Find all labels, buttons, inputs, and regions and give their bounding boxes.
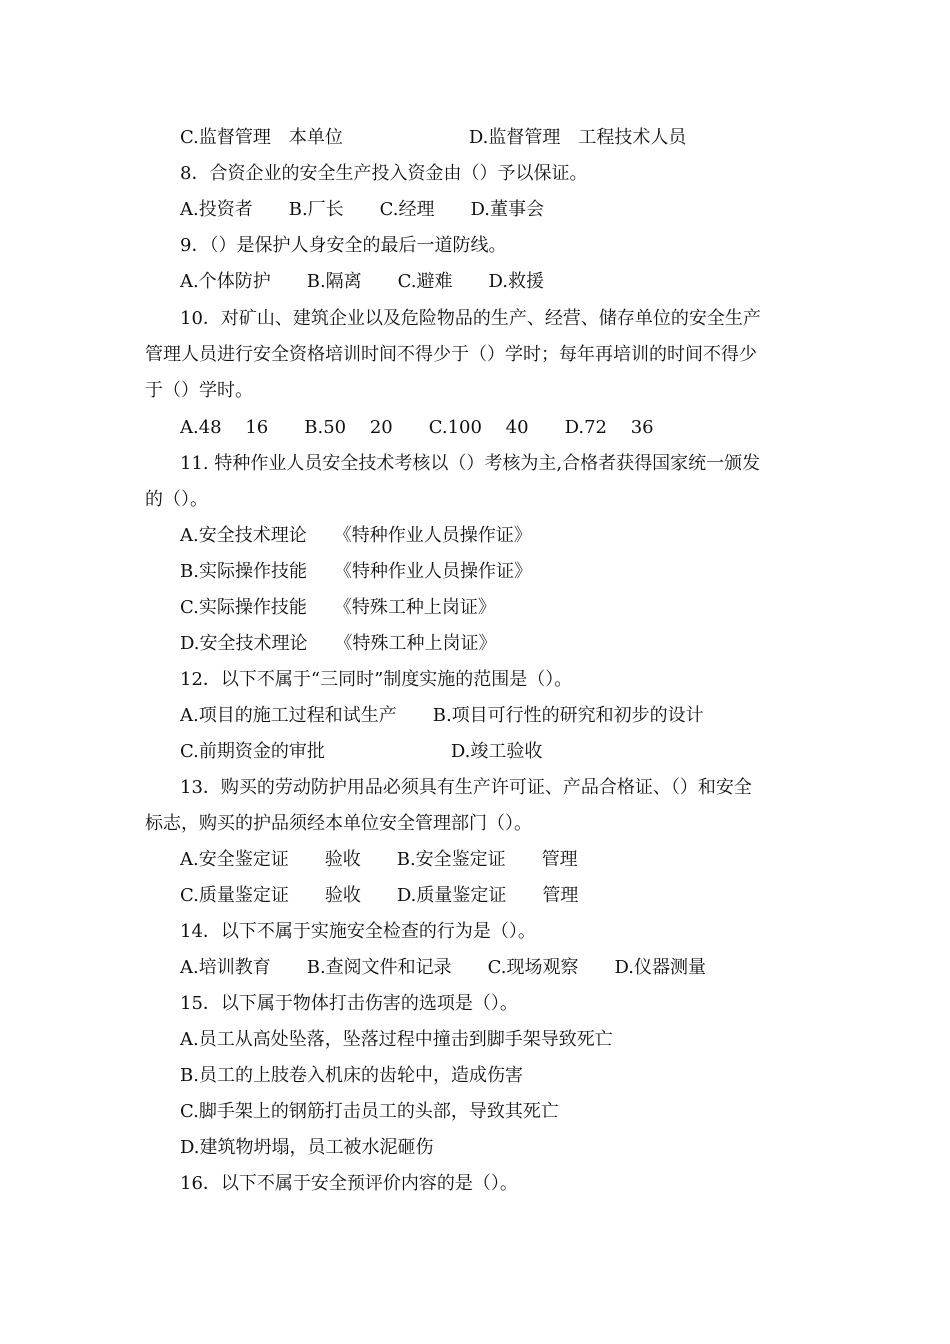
q12-options-ab: A.项目的施工过程和试生产 B.项目可行性的研究和初步的设计 <box>180 705 704 726</box>
q14-question: 14．以下不属于实施安全检查的行为是（）。 <box>180 921 536 942</box>
q11-option-b: B.实际操作技能 《特种作业人员操作证》 <box>180 561 532 582</box>
q9-options: A.个体防护 B.隔离 C.避难 D.救援 <box>180 271 545 292</box>
q10-question-line3: 于（）学时。 <box>145 380 253 401</box>
q8-options: A.投资者 B.厂长 C.经理 D.董事会 <box>180 199 545 220</box>
q11-option-d: D.安全技术理论 《特殊工种上岗证》 <box>180 633 497 654</box>
q10-options: A.48 16 B.50 20 C.100 40 D.72 36 <box>180 417 654 438</box>
q10-question-line1: 10．对矿山、建筑企业以及危险物品的生产、经营、储存单位的安全生产 <box>180 308 761 329</box>
q11-question-line1: 11. 特种作业人员安全技术考核以（）考核为主,合格者获得国家统一颁发 <box>180 453 761 474</box>
q13-question-line1: 13．购买的劳动防护用品必须具有生产许可证、产品合格证、（）和安全 <box>180 777 752 798</box>
q15-option-d: D.建筑物坍塌，员工被水泥砸伤 <box>180 1137 434 1158</box>
q12-question: 12．以下不属于“三同时”制度实施的范围是（）。 <box>180 669 573 690</box>
q13-options-cd: C.质量鉴定证 验收 D.质量鉴定证 管理 <box>180 885 579 906</box>
q15-option-a: A.员工从高处坠落，坠落过程中撞击到脚手架导致死亡 <box>180 1029 613 1050</box>
q15-question: 15．以下属于物体打击伤害的选项是（）。 <box>180 993 518 1014</box>
q11-option-a: A.安全技术理论 《特种作业人员操作证》 <box>180 525 532 546</box>
q11-question-line2: 的（）。 <box>145 489 208 510</box>
q12-options-cd: C.前期资金的审批 D.竣工验收 <box>180 741 543 762</box>
q10-question-line2: 管理人员进行安全资格培训时间不得少于（）学时；每年再培训的时间不得少 <box>145 344 757 365</box>
q7-options-cd: C.监督管理 本单位 D.监督管理 工程技术人员 <box>180 127 687 148</box>
q15-option-c: C.脚手架上的钢筋打击员工的头部，导致其死亡 <box>180 1101 559 1122</box>
q16-question: 16．以下不属于安全预评价内容的是（）。 <box>180 1173 518 1194</box>
q8-question: 8．合资企业的安全生产投入资金由（）予以保证。 <box>180 163 588 184</box>
q9-question: 9．（）是保护人身安全的最后一道防线。 <box>180 235 507 256</box>
q14-options: A.培训教育 B.查阅文件和记录 C.现场观察 D.仪器测量 <box>180 957 707 978</box>
q11-option-c: C.实际操作技能 《特殊工种上岗证》 <box>180 597 496 618</box>
q15-option-b: B.员工的上肢卷入机床的齿轮中，造成伤害 <box>180 1065 523 1086</box>
q13-question-line2: 标志，购买的护品须经本单位安全管理部门（）。 <box>145 813 532 834</box>
q13-options-ab: A.安全鉴定证 验收 B.安全鉴定证 管理 <box>180 849 578 870</box>
